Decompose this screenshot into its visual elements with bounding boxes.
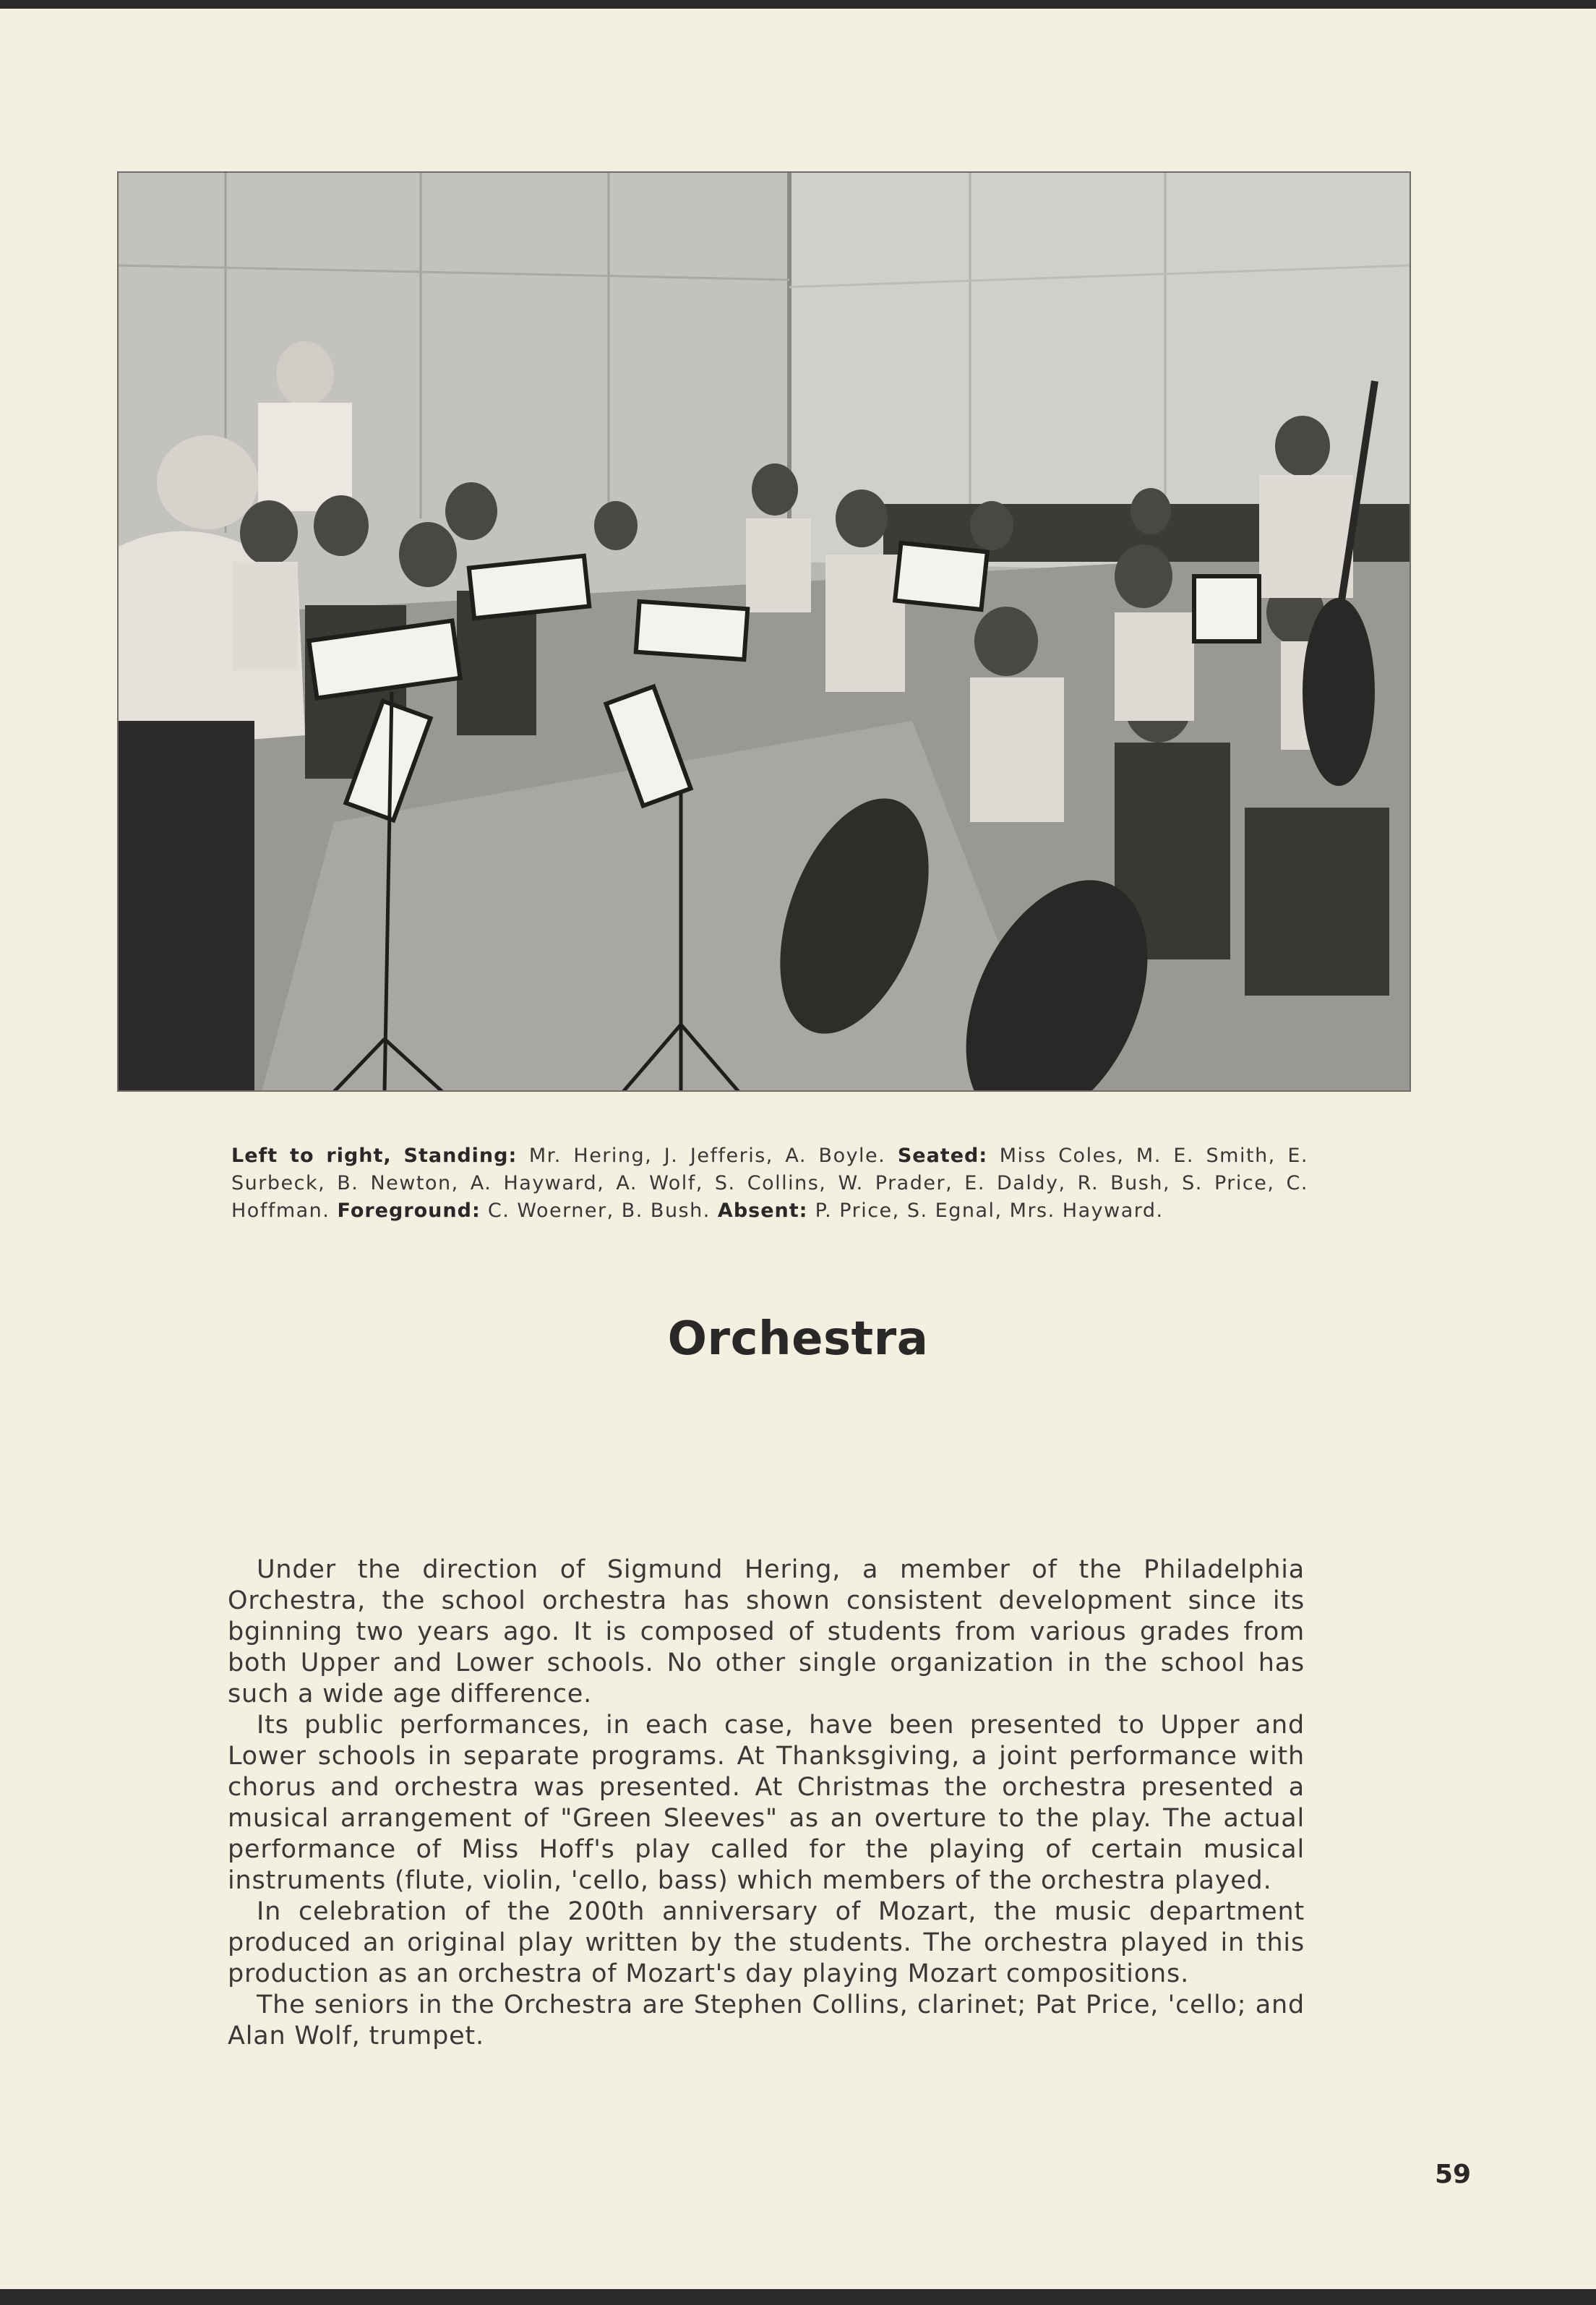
caption-foreground-names: C. Woerner, B. Bush.: [487, 1199, 711, 1222]
caption-seated-label: Seated:: [897, 1145, 988, 1167]
caption-absent-names: P. Price, S. Egnal, Mrs. Hayward.: [815, 1199, 1164, 1222]
caption-absent-label: Absent:: [717, 1199, 808, 1222]
paragraph: In celebration of the 200th anniversary of Mozart, the music department produced an original play written by the students. The orchestra played in this production as an orchestra of Mozart's day playing Mozart compositions.: [228, 1897, 1305, 1988]
paragraph: Its public performances, in each case, have been presented to Upper and Lower schools in separate programs. At Thanksgiving, a joint performance with chorus and orchestra was presented. At Christmas the orchestra presented a musical arrangement of "Green Sleeves" as an overture to the play. The actual performance of Miss Hoff's play called for the playing of certain musical instruments (flute, violin, 'cello, bass) which members of the orchestra played.: [228, 1711, 1305, 1895]
page-number: 59: [1435, 2160, 1472, 2189]
top-border: [0, 0, 1596, 9]
caption-foreground-label: Foreground:: [337, 1199, 481, 1222]
paragraph: The seniors in the Orchestra are Stephen Collins, clarinet; Pat Price, 'cello; and Alan Wolf, trumpet.: [228, 1990, 1305, 2050]
caption-standing-label: Left to right, Standing:: [231, 1145, 518, 1167]
bottom-border: [0, 2289, 1596, 2305]
caption-seated-names: Miss Coles, M. E. Smith, E. Surbeck, B. Newton, A. Hayward, A. Wolf, S. Collins, W. Prader, E. Daldy, R. Bush, S. Price, C. Hoffman.: [231, 1145, 1308, 1222]
article-body: [228, 1555, 1305, 2052]
caption-standing-names: Mr. Hering, J. Jefferis, A. Boyle.: [528, 1145, 886, 1167]
orchestra-photo-illustration: [117, 171, 1411, 1092]
photo-caption: [231, 1142, 1308, 1225]
page-title: Orchestra: [667, 1312, 929, 1366]
orchestra-photo: [117, 171, 1411, 1092]
paragraph: Under the direction of Sigmund Hering, a member of the Philadelphia Orchestra, the school orchestra has shown consistent development since its bginning two years ago. It is composed of students from various grades from both Upper and Lower schools. No other single organization in the school has such a wide age difference.: [228, 1555, 1305, 1709]
